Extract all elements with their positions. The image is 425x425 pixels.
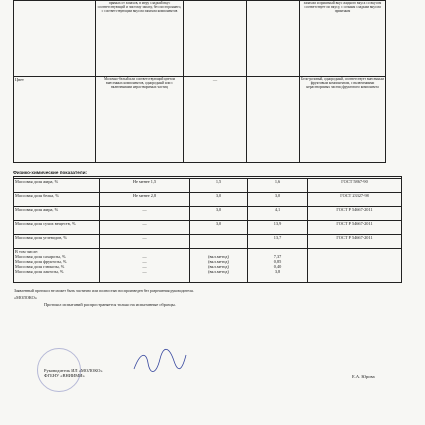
- param-result: 4,1: [248, 207, 308, 221]
- sensory-row2-method: —: [184, 77, 247, 163]
- param-norm: —: [100, 235, 190, 249]
- carb-value: 0,85: [273, 259, 282, 264]
- table-row: [14, 193, 402, 207]
- sensory-row1-method: [184, 1, 247, 77]
- carb-value: 0,40: [273, 264, 282, 269]
- param-name: Массовая доля сухих веществ, %: [14, 221, 100, 235]
- param-gost: ГОСТ 5867-90: [308, 179, 402, 193]
- carb-breakdown-row: [14, 249, 402, 283]
- carb-norm-cell: — — — —: [100, 249, 190, 283]
- carb-value: 7,37: [273, 254, 282, 259]
- param-result: 1,6: [248, 179, 308, 193]
- sensory-row1-requirement: прямых от запахов, в меру сладкий вкус соответствующий и чистому запаху, без постороннего, с соответствующим вкусом запахом компонентов: [96, 1, 184, 77]
- sensory-table: [13, 0, 386, 163]
- carb-name: Массовая доля глюкозы, %: [15, 264, 65, 269]
- table-row: [14, 207, 402, 221]
- carb-value: 3,8: [274, 269, 281, 274]
- signatory-title: Руководитель ИЛ «МОЛОКО»: [44, 368, 103, 373]
- section-title-physchem: Физико-химические показатели:: [13, 170, 88, 175]
- carb-values-cell: [248, 249, 308, 283]
- param-norm: —: [100, 221, 190, 235]
- param-method: 3,0: [190, 221, 248, 235]
- param-method: 3,0: [190, 193, 248, 207]
- carb-method-cell: (вкл.метод) (вкл.метод) (вкл.метод) (вкл.метод): [190, 249, 248, 283]
- param-method: [190, 235, 248, 249]
- table-row: [14, 179, 402, 193]
- param-norm: Не менее 1,5: [100, 179, 190, 193]
- carb-name: Массовая доля лактозы, %: [15, 269, 64, 274]
- carb-name: Массовая доля сахарозы, %: [15, 254, 66, 259]
- param-norm: Не менее 2,8: [100, 193, 190, 207]
- sensory-row1-blank: [247, 1, 300, 77]
- carb-name: Массовая доля фруктозы, %: [15, 259, 67, 264]
- param-name: Массовая доля жира, %: [14, 207, 100, 221]
- param-method: 1,5: [190, 179, 248, 193]
- param-gost: ГОСТ Р 54667-2011: [308, 221, 402, 235]
- param-result: 13,9: [248, 221, 308, 235]
- signatory-block: [44, 368, 103, 379]
- footnote-lab-name: «МОЛОКО»: [14, 295, 37, 300]
- handwritten-signature: [130, 345, 190, 377]
- param-gost: ГОСТ Р 54667-2011: [308, 235, 402, 249]
- table-row: [14, 221, 402, 235]
- carb-header: В том числе:: [15, 249, 39, 254]
- param-norm: —: [100, 207, 190, 221]
- carb-names-cell: [14, 249, 100, 283]
- signatory-name: Е.А. Юрова: [352, 374, 375, 379]
- sensory-row2-result: Бело-розовый, однородный, соответствует внесенным фруктовым компонентам, с включениями нерастворимых частиц фруктового компонента: [300, 77, 386, 163]
- param-result: 3,0: [248, 193, 308, 207]
- param-gost: ГОСТ Р 54667-2011: [308, 207, 402, 221]
- sensory-row2-label: Цвет: [14, 77, 96, 163]
- param-name: Массовая доля жира, %: [14, 179, 100, 193]
- sensory-row2-requirement: Молочно-белый или соответствующий цветом внесенных компонентов, однородный или с включениями нерастворимых частиц: [96, 77, 184, 163]
- carb-gost-cell: [308, 249, 402, 283]
- param-result: 13,7: [248, 235, 308, 249]
- sensory-row2-blank: [247, 77, 300, 163]
- param-name: Массовая доля белка, %: [14, 193, 100, 207]
- footnote-reproduction: Заявленный протокол не может быть частично или полностью воспроизведен без разрешения руководителя.: [14, 289, 194, 293]
- physchem-table: [13, 176, 402, 283]
- param-name: Массовая доля углеводов, %: [14, 235, 100, 249]
- signatory-org: ФГБНУ «ВНИИМИ»: [44, 373, 85, 379]
- param-gost: ГОСТ 23327-98: [308, 193, 402, 207]
- param-method: 3,0: [190, 207, 248, 221]
- sensory-row1-label: [14, 1, 96, 77]
- footnote-scope: Протокол испытаний распространяется только на испытанные образцы.: [44, 302, 176, 307]
- table-row: [14, 235, 402, 249]
- sensory-row1-result: запахом и приятный вкус жидкого вкуса со вкусом соответствует по вкусу, с сочным сладким вкусом приятным: [300, 1, 386, 77]
